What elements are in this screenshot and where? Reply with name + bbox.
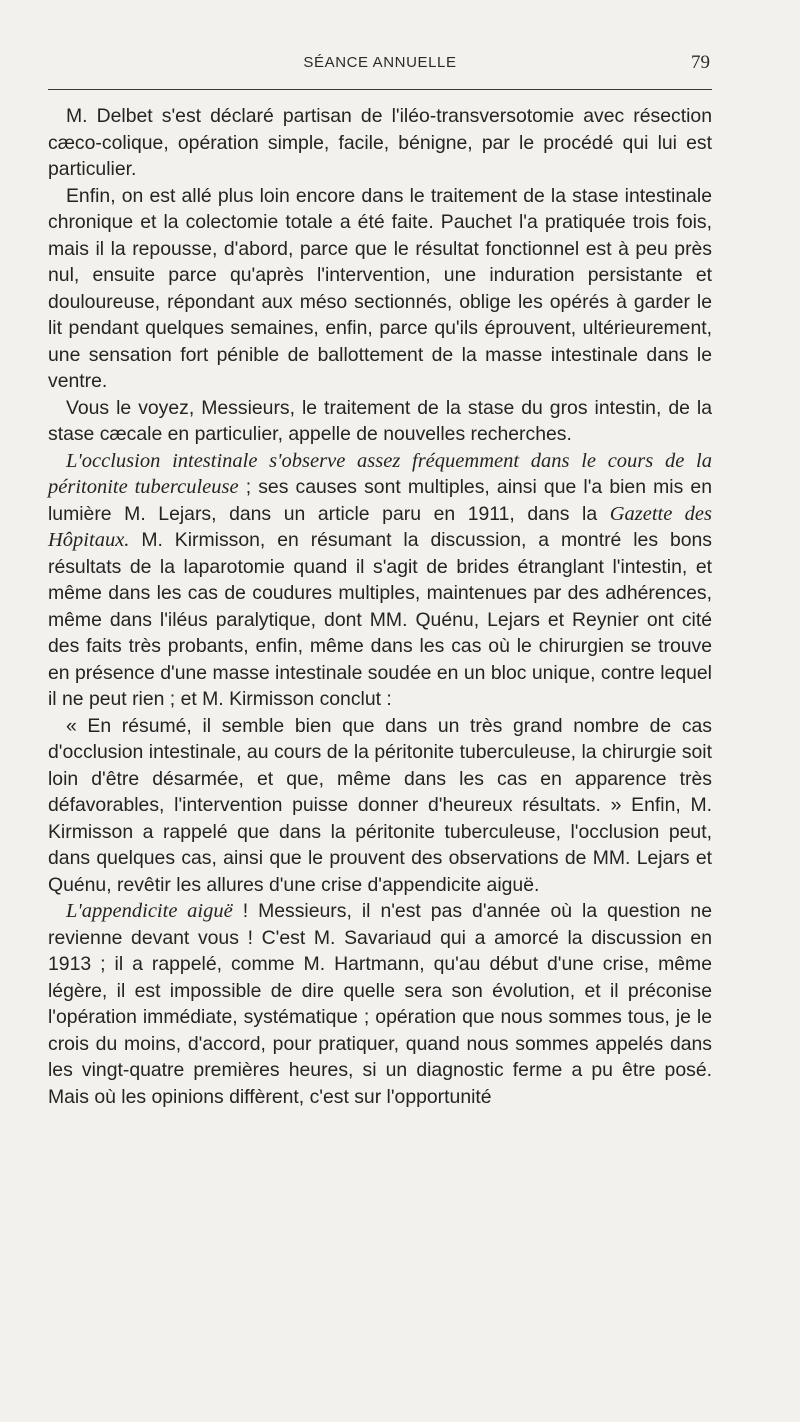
paragraph <box>48 183 712 395</box>
italic-phrase: L'occlusion intestinale s'observe assez fréquemment dans le cours de la péritonite tuberculeuse <box>48 449 712 498</box>
page-number: 79 <box>691 52 710 73</box>
italic-phrase: L'appendicite aiguë <box>66 900 233 922</box>
paragraph <box>48 395 712 448</box>
paragraph-text: M. Delbet s'est déclaré partisan de l'iléo-transversotomie avec résection cæco-colique, opération simple, facile, bénigne, par le procédé qui lui est particulier. <box>48 105 712 180</box>
paragraph-text: Enfin, on est allé plus loin encore dans le traitement de la stase intestinale chronique et la colectomie totale a été faite. Pauchet l'a pratiquée trois fois, mais il la repousse, d'abord, parce que le résultat fonctionnel est à peu près nul, ensuite parce qu'après l'intervention, une induration persistante et douloureuse, répondant aux méso sectionnés, oblige les opérés à garder le lit pendant quelques semaines, enfin, parce qu'ils éprouvent, ultérieurement, une sensation fort pénible de ballottement de la masse intestinale dans le ventre. <box>48 184 712 392</box>
paragraph-text: Vous le voyez, Messieurs, le traitement de la stase du gros intestin, de la stase cæcale en particulier, appelle de nouvelles recherches. <box>48 396 712 445</box>
paragraph-text: M. Kirmisson, en résumant la discussion, a montré les bons résultats de la laparotomie quand il s'agit de brides étranglant l'intestin, et même dans les cas de coudures multiples, maintenues par des adhérences, même dans l'iléus paralytique, dont MM. Quénu, Lejars et Reynier ont cité des faits très probants, enfin, même dans les cas où le chirurgien se trouve en présence d'une masse intestinale soudée en un bloc unique, contre lequel il ne peut rien ; et M. Kirmisson conclut : <box>48 529 712 710</box>
paragraph-text: ! Messieurs, il n'est pas d'année où la question ne revienne devant vous ! C'est M. Savariaud qui a amorcé la discussion en 1913 ; il a rappelé, comme M. Hartmann, qu'au début d'une crise, même légère, il est impossible de dire quelle sera son évolution, et il préconise l'opération immédiate, systématique ; opération que nous sommes tous, je le crois du moins, d'accord, pour pratiquer, quand nous sommes appelés dans les vingt-quatre premières heures, si un diagnostic ferme a pu être posé. Mais où les opinions diffèrent, c'est sur l'opportunité <box>48 900 712 1108</box>
running-head: SÉANCE ANNUELLE <box>303 54 457 71</box>
paragraph <box>48 103 712 183</box>
paragraph <box>48 713 712 899</box>
body-text <box>48 103 712 1110</box>
quotation-text: « En résumé, il semble bien que dans un très grand nombre de cas d'occlusion intestinale, au cours de la péritonite tuberculeuse, la chirurgie soit loin d'être désarmée, et que, même dans les cas en apparence très défavorables, l'intervention puisse donner d'heureux résultats. » Enfin, M. Kirmisson a rappelé que dans la péritonite tuberculeuse, l'occlusion peut, dans quelques cas, ainsi que le prouvent des observations de MM. Lejars et Quénu, revêtir les allures d'une crise d'appendicite aiguë. <box>48 714 712 896</box>
page-header <box>48 50 712 80</box>
paragraph <box>48 898 712 1110</box>
paragraph <box>48 448 712 713</box>
journal-title: Gazette des Hôpitaux. <box>48 502 712 551</box>
paragraph-text: ; ses causes sont multiples, ainsi que l'a bien mis en lumière M. Lejars, dans un article paru en 1911, dans la <box>48 476 712 525</box>
header-rule <box>48 89 712 90</box>
